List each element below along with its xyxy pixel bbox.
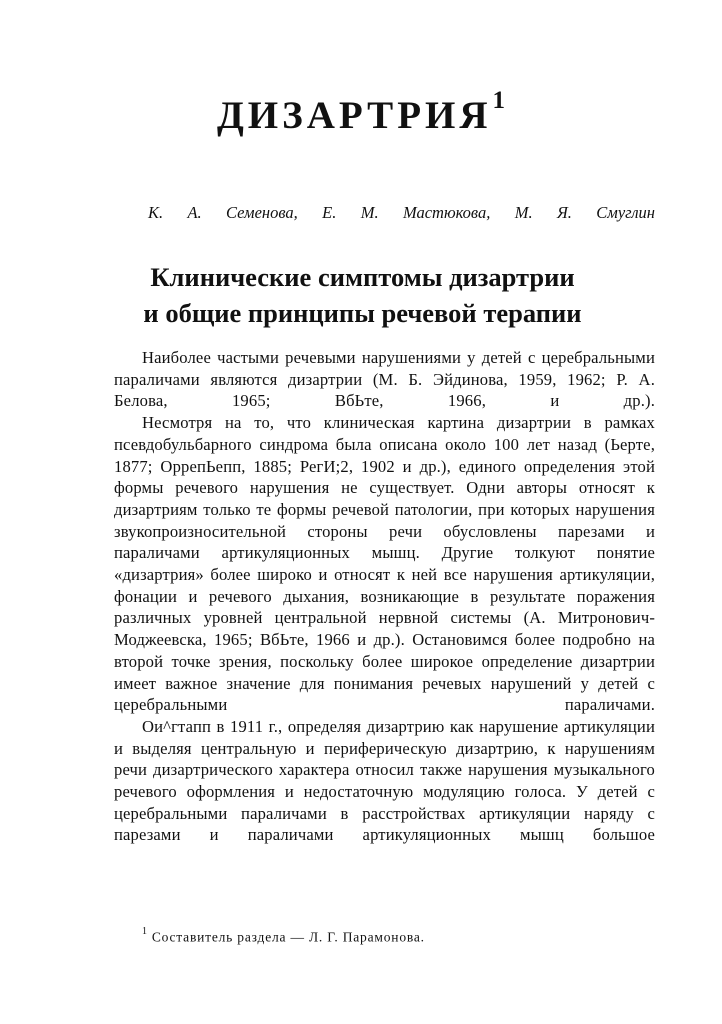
footnote-marker: 1: [142, 926, 148, 937]
paragraph-2: Несмотря на то, что клиническая картина дизартрии в рамках псевдобульбарного синдрома была описана около 100 лет назад (Ьерте, 1877; ОррепЬепп, 1885; РегИ;2, 1902 и др.), единого определения этой формы речевого нарушения не существует. Одни авторы относят к дизартриям только те формы речевой патологии, при которых нарушения звукопроизносительной стороны речи обусловлены парезами и параличами артикуляционных мышц. Другие толкуют понятие «дизартрия» более широко и относят к ней все нарушения артикуляции, фонации и речевого дыхания, возникающие в результате поражения различных уровней центральной нервной системы (А. Митронович-Моджеевска, 1965; ВбЬте, 1966 и др.). Остановимся более подробно на второй точке зрения, поскольку более широкое определение дизартрии имеет важное значение для понимания речевых нарушений у детей с церебральными параличами.: [114, 413, 655, 715]
footnote: [142, 928, 425, 946]
section-title-line-1: Клинические симптомы дизартрии: [150, 262, 575, 292]
chapter-footnote-marker: 1: [492, 87, 506, 114]
section-title-line-2: и общие принципы речевой терапии: [143, 298, 582, 328]
body-text: [114, 347, 655, 846]
paragraph-1: Наиболее частыми речевыми нарушениями у детей с церебральными параличами являются дизартрии (М. Б. Эйдинова, 1959, 1962; Р. А. Белова, 1965; ВбЬте, 1966, и др.).: [114, 348, 655, 411]
authors-line: К. А. Семенова, Е. М. Мастюкова, М. Я. Смуглин: [148, 203, 655, 222]
footnote-text: Составитель раздела — Л. Г. Парамонова.: [151, 929, 425, 945]
chapter-title-text: ДИЗАРТРИЯ: [216, 94, 492, 137]
section-title: [70, 259, 655, 331]
paragraph-3: Ои^гтапп в 1911 г., определяя дизартрию как нарушение артикуляции и выделяя центральную и периферическую дизартрию, к нарушениям речи дизартрического характера относил также нарушения музыкального речевого оформления и недостаточную модуляцию голоса. У детей с церебральными параличами в расстройствах артикуляции наряду с парезами и параличами артикуляционных мышц большое: [114, 716, 655, 845]
chapter-title: [0, 87, 722, 138]
